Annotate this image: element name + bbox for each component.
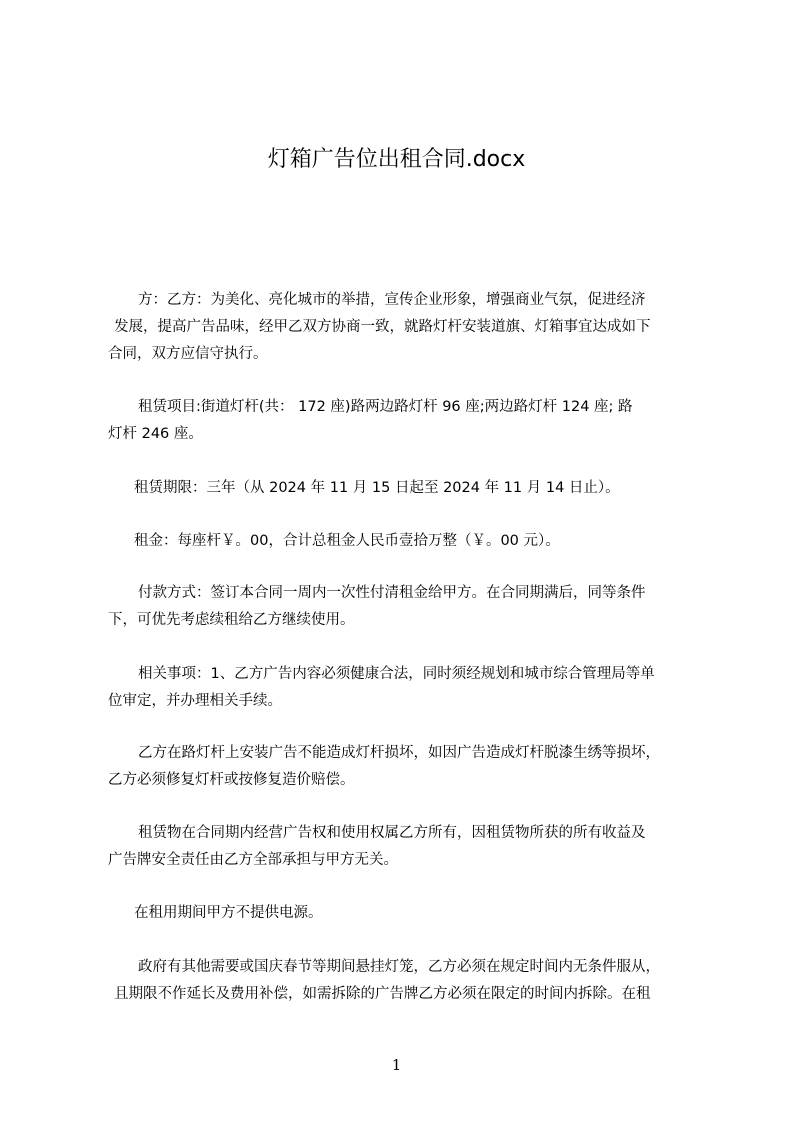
paragraph-line: 租赁期限：三年（从 2024 年 11 月 15 日起至 2024 年 11 月 14 日止）。 [134, 480, 620, 496]
paragraph-line: 合同，双方应信守执行。 [108, 346, 268, 362]
paragraph-line: 租赁物在合同期内经营广告权和使用权属乙方所有，因租赁物所获的所有收益及 [138, 825, 646, 841]
paragraph [108, 287, 708, 368]
paragraph-line: 广告牌安全责任由乙方全部承担与甲方无关。 [108, 852, 398, 868]
paragraph-line: 乙方必须修复灯杆或按修复造价赔偿。 [108, 772, 355, 788]
paragraph-line: 下，可优先考虑续租给乙方继续使用。 [108, 612, 355, 628]
paragraph [108, 580, 708, 634]
paragraph-line: 灯杆 246 座。 [108, 426, 203, 442]
paragraph [108, 954, 708, 1008]
paragraph-line: 政府有其他需要或国庆春节等期间悬挂灯笼，乙方必须在规定时间内无条件服从， [138, 959, 660, 975]
paragraph [108, 394, 708, 448]
paragraph-line: 相关事项：1、乙方广告内容必须健康合法，同时须经规划和城市综合管理局等单 [138, 666, 655, 682]
paragraph-line: 位审定，并办理相关手续。 [108, 693, 282, 709]
paragraph-line: 发展，提高广告品味，经甲乙双方协商一致，就路灯杆安装道旗、灯箱事宜达成如下 [114, 319, 651, 335]
paragraph-line: 方：乙方：为美化、亮化城市的举措，宣传企业形象，增强商业气氛，促进经济 [138, 292, 646, 308]
paragraph [108, 820, 708, 874]
paragraph-line: 乙方在路灯杆上安装广告不能造成灯杆损坏，如因广告造成灯杆脱漆生绣等损坏， [138, 745, 660, 761]
paragraph [108, 475, 708, 502]
paragraph-line: 在租用期间甲方不提供电源。 [134, 905, 323, 921]
paragraph [108, 528, 708, 555]
paragraph [108, 661, 708, 715]
paragraph [108, 900, 708, 927]
paragraph-line: 租金：每座杆￥。00，合计总租金人民币壹拾万整（￥。00 元）。 [134, 533, 560, 549]
document-title: 灯箱广告位出租合同.docx [267, 147, 526, 172]
page-number: 1 [391, 1056, 402, 1074]
paragraph-line: 且期限不作延长及费用补偿，如需拆除的广告牌乙方必须在限定的时间内拆除。在租 [114, 986, 651, 1002]
paragraph [108, 740, 708, 794]
paragraph-line: 付款方式：签订本合同一周内一次性付清租金给甲方。在合同期满后，同等条件 [138, 585, 646, 601]
paragraph-line: 租赁项目:街道灯杆(共： 172 座)路两边路灯杆 96 座;两边路灯杆 124 座; 路 [138, 399, 633, 415]
